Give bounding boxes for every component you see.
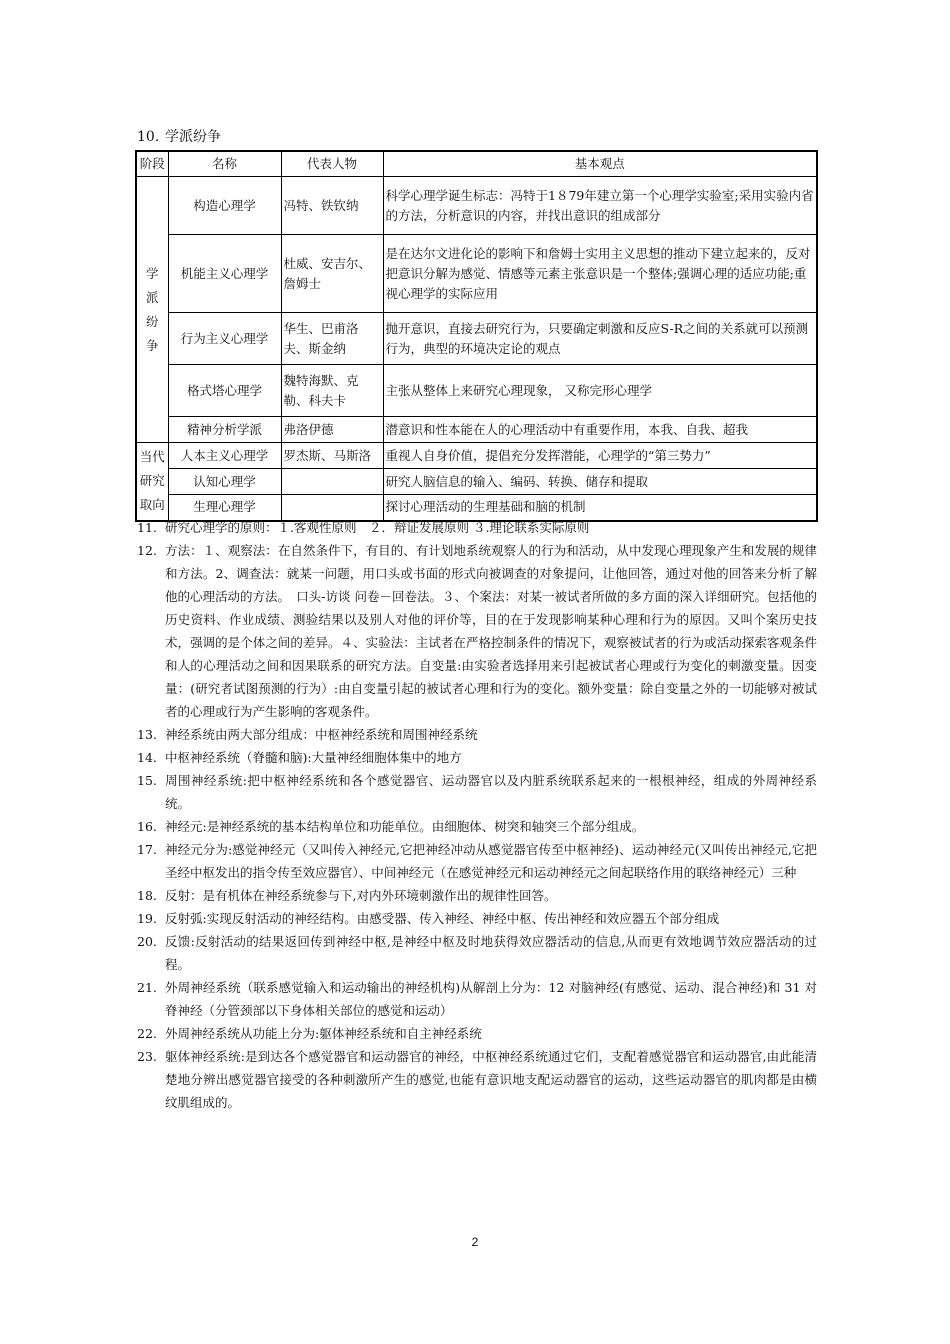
school-people: 魏特海默、克勒、科夫卡 — [281, 365, 383, 417]
school-view: 抛开意识，直接去研究行为，只要确定刺激和反应S-R之间的关系就可以预测行为，典型的环境决定论的观点 — [383, 313, 817, 365]
school-name: 精神分析学派 — [168, 417, 281, 443]
table-row — [136, 177, 817, 235]
table-row — [136, 365, 817, 417]
list-item: 16. 神经元:是神经系统的基本结构单位和功能单位。由细胞体、树突和轴突三个部分组成。 — [137, 819, 645, 834]
section-title — [137, 126, 221, 146]
school-name: 格式塔心理学 — [168, 365, 281, 417]
section-title-text: 学派纷争 — [165, 129, 221, 145]
list-item: 18. 反射：是有机体在神经系统参与下,对内外环境刺激作出的规律性回答。 — [137, 888, 557, 903]
school-view: 是在达尔文进化论的影响下和詹姆士实用主义思想的推动下建立起来的，反对把意识分解为感觉、情感等元素主张意识是一个整体;强调心理的适应功能;重视心理学的实际应用 — [383, 235, 817, 313]
header-stage: 阶段 — [136, 151, 168, 177]
section-number: 10. — [137, 129, 160, 145]
list-item: 12. 方法：１、观察法：在自然条件下，有目的、有计划地系统观察人的行为和活动，从中发现心理现象产生和发展的规律和方法。2、调查法：就某一问题，用口头或书面的形式向被调查的对象提问，让他回答，通过对他的回答来分析了解他的心理活动的方法。 口头-访谈 问卷－回卷法。３、个案法：对某一被试者所做的多方面的深入详细研究。包括他的历史资料、作业成绩、测验结果以及别人对他的评价等，目的在于发现影响某种心理和行为的原因。又叫个案历史技术，强调的是个体之间的差异。４、实验法：主试者在严格控制条件的情况下，观察被试者的行为或活动探索客观条件和人的心理活动之间和因果联系的研究方法。自变量:由实验者选择用来引起被试者心理或行为变化的刺激变量。因变量：(研究者试图预测的行为）:由自变量引起的被试者心理和行为的变化。额外变量：除自变量之外的一切能够对被试者的心理或行为产生影响的客观条件。 — [137, 543, 817, 719]
school-view: 重视人自身价值，提倡充分发挥潜能，心理学的“第三势力” — [383, 443, 817, 469]
school-name: 机能主义心理学 — [168, 235, 281, 313]
school-people: 杜威、安吉尔、詹姆士 — [281, 235, 383, 313]
school-view: 科学心理学诞生标志：冯特于1８79年建立第一个心理学实验室;采用实验内省的方法，分析意识的内容，并找出意识的组成部分 — [383, 177, 817, 235]
school-name: 行为主义心理学 — [168, 313, 281, 365]
table-row — [136, 417, 817, 443]
school-name: 认知心理学 — [168, 469, 281, 495]
school-view: 研究人脑信息的输入、编码、转换、储存和提取 — [383, 469, 817, 495]
list-item: 19. 反射弧:实现反射活动的神经结构。由感受器、传入神经、神经中枢、传出神经和效应器五个部分组成 — [137, 911, 720, 926]
numbered-list — [137, 516, 817, 1114]
school-people: 罗杰斯、马斯洛 — [281, 443, 383, 469]
list-item: 11. 研究心理学的原则：１.客观性原则 ２．辩证发展原则 ３.理论联系实际原则 — [137, 520, 590, 535]
school-view: 探讨心理活动的生理基础和脑的机制 — [383, 495, 817, 521]
list-item: 20. 反馈:反射活动的结果返回传到神经中枢,是神经中枢及时地获得效应器活动的信息,从而更有效地调节效应器活动的过程。 — [137, 934, 817, 972]
school-name: 人本主义心理学 — [168, 443, 281, 469]
list-item: 17. 神经元分为:感觉神经元（又叫传入神经元,它把神经冲动从感觉器官传至中枢神经)、运动神经元(又叫传出神经元,它把圣经中枢发出的指令传至效应器官）、中间神经元（在感觉神经元和运动神经元之间起联络作用的联络神经元）三种 — [137, 842, 817, 880]
table-row — [136, 469, 817, 495]
school-view: 主张从整体上来研究心理现象， 又称完形心理学 — [383, 365, 817, 417]
psychology-schools-table — [135, 150, 818, 522]
table-row — [136, 443, 817, 469]
header-view: 基本观点 — [383, 151, 817, 177]
school-people: 弗洛伊德 — [281, 417, 383, 443]
table-header-row — [136, 151, 817, 177]
list-item: 21. 外周神经系统（联系感觉输入和运动输出的神经机构)从解剖上分为：12 对脑神经(有感觉、运动、混合神经)和 31 对脊神经（分管颈部以下身体相关部位的感觉和运动） — [137, 980, 817, 1018]
list-item: 22. 外周神经系统从功能上分为:躯体神经系统和自主神经系统 — [137, 1026, 482, 1041]
header-name: 名称 — [168, 151, 281, 177]
school-name: 构造心理学 — [168, 177, 281, 235]
page-number: 2 — [471, 1235, 479, 1249]
list-item: 23. 躯体神经系统:是到达各个感觉器官和运动器官的神经，中枢神经系统通过它们，支配着感觉器官和运动器官,由此能清楚地分辨出感觉器官接受的各种刺激所产生的感觉,也能有意识地支配运动器官的运动，这些运动器官的肌肉都是由横纹肌组成的。 — [137, 1049, 817, 1110]
stage-label-contemporary: 当代 研究 取向 — [136, 443, 168, 521]
table-row — [136, 313, 817, 365]
table-row — [136, 235, 817, 313]
school-people: 华生、巴甫洛夫、斯金纳 — [281, 313, 383, 365]
school-view: 潜意识和性本能在人的心理活动中有重要作用，本我、自我、超我 — [383, 417, 817, 443]
stage-label-schools: 学 派 纷 争 — [136, 177, 168, 443]
list-item: 13. 神经系统由两大部分组成：中枢神经系统和周围神经系统 — [137, 727, 478, 742]
list-item: 14. 中枢神经系统（脊髓和脑):大量神经细胞体集中的地方 — [137, 750, 462, 765]
school-name: 生理心理学 — [168, 495, 281, 521]
school-people: 冯特、铁钦纳 — [281, 177, 383, 235]
school-people — [281, 469, 383, 495]
header-people: 代表人物 — [281, 151, 383, 177]
list-item: 15. 周围神经系统:把中枢神经系统和各个感觉器官、运动器官以及内脏系统联系起来的一根根神经，组成的外周神经系统。 — [137, 773, 817, 811]
